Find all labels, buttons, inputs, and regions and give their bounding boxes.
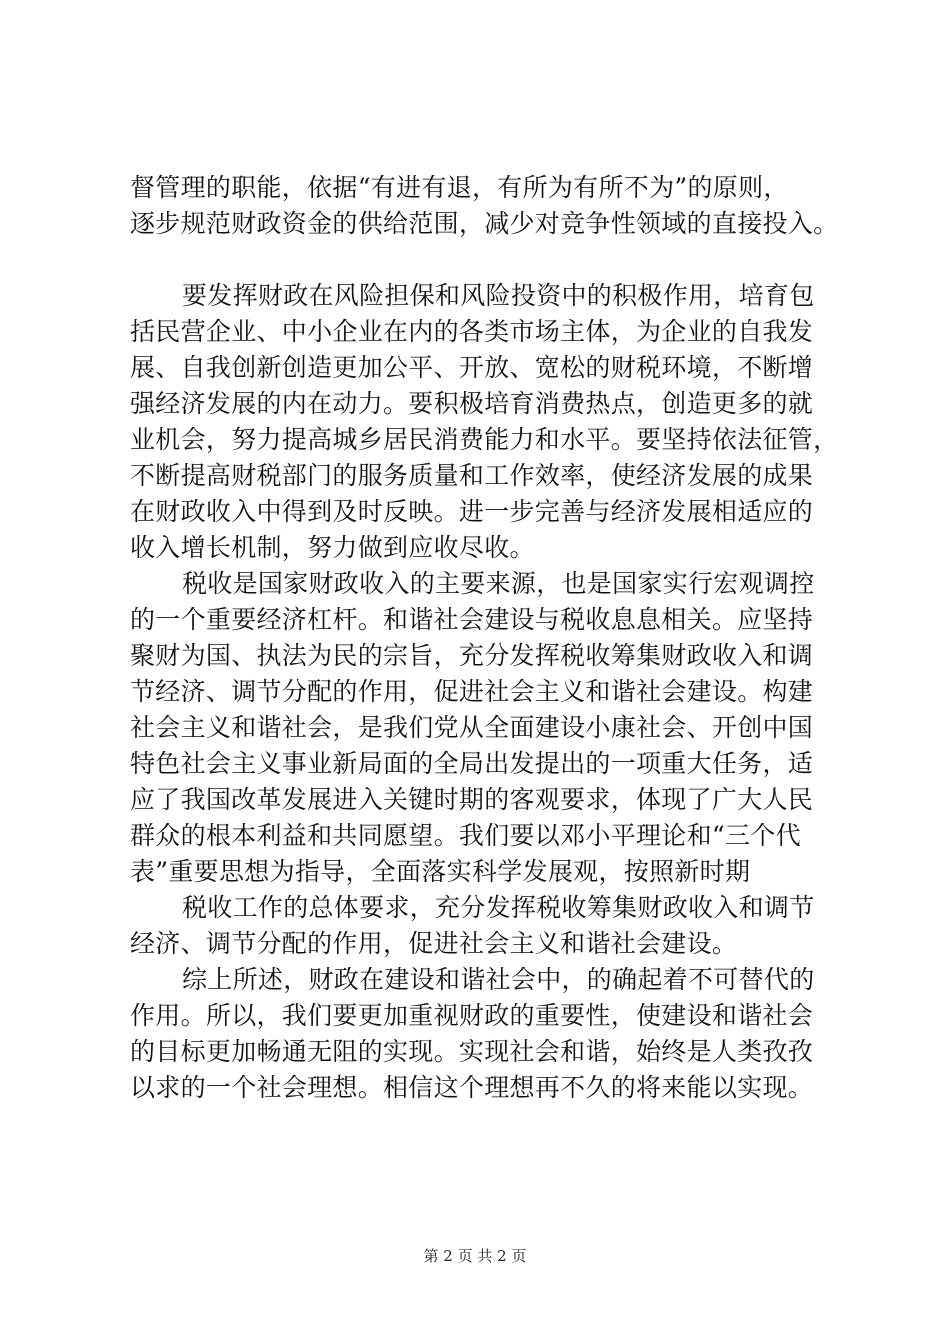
body-text (130, 170, 839, 1106)
text-line: 强经济发展的内在动力。要积极培育消费热点，创造更多的就 (130, 389, 814, 418)
text-line: 群众的根本利益和共同愿望。我们要以邓小平理论和“三个代 (130, 821, 801, 850)
text-line: 作用。所以，我们要更加重视财政的重要性，使建设和谐社会 (130, 1001, 814, 1030)
text-line: 业机会，努力提高城乡居民消费能力和水平。要坚持依法征管， (130, 425, 839, 454)
text-line: 聚财为国、执法为民的宗旨，充分发挥税收筹集财政收入和调 (130, 641, 814, 670)
blank-line (130, 242, 830, 278)
text-line: 逐步规范财政资金的供给范围，减少对竞争性领域的直接投入。 (130, 209, 839, 238)
paragraph-start-line: 税收是国家财政收入的主要来源，也是国家实行宏观调控 (182, 569, 815, 598)
text-line: 在财政收入中得到及时反映。进一步完善与经济发展相适应的 (130, 497, 814, 526)
text-line: 以求的一个社会理想。相信这个理想再不久的将来能以实现。 (130, 1073, 814, 1102)
paragraph-start-line: 要发挥财政在风险担保和风险投资中的积极作用，培育包 (182, 281, 815, 310)
text-line: 收入增长机制，努力做到应收尽收。 (130, 533, 535, 562)
paragraph-start-line: 税收工作的总体要求，充分发挥税收筹集财政收入和调节 (182, 893, 815, 922)
text-line: 展、自我创新创造更加公平、开放、宽松的财税环境，不断增 (130, 353, 814, 382)
text-line: 节经济、调节分配的作用，促进社会主义和谐社会建设。构建 (130, 677, 814, 706)
page-number-footer: 第 2 页 共 2 页 (423, 1247, 527, 1265)
text-line: 应了我国改革发展进入关键时期的客观要求，体现了广大人民 (130, 785, 814, 814)
text-line: 的目标更加畅通无阻的实现。实现社会和谐，始终是人类孜孜 (130, 1037, 814, 1066)
text-line: 的一个重要经济杠杆。和谐社会建设与税收息息相关。应坚持 (130, 605, 814, 634)
text-line: 表”重要思想为指导，全面落实科学发展观，按照新时期 (130, 857, 751, 886)
text-line: 括民营企业、中小企业在内的各类市场主体，为企业的自我发 (130, 317, 814, 346)
text-line: 督管理的职能，依据“有进有退，有所为有所不为”的原则， (130, 173, 789, 202)
text-line: 社会主义和谐社会，是我们党从全面建设小康社会、开创中国 (130, 713, 814, 742)
text-line: 不断提高财税部门的服务质量和工作效率，使经济发展的成果 (130, 461, 814, 490)
text-line: 经济、调节分配的作用，促进社会主义和谐社会建设。 (130, 929, 738, 958)
paragraph-start-line: 综上所述，财政在建设和谐社会中，的确起着不可替代的 (182, 965, 815, 994)
text-line: 特色社会主义事业新局面的全局出发提出的一项重大任务，适 (130, 749, 814, 778)
